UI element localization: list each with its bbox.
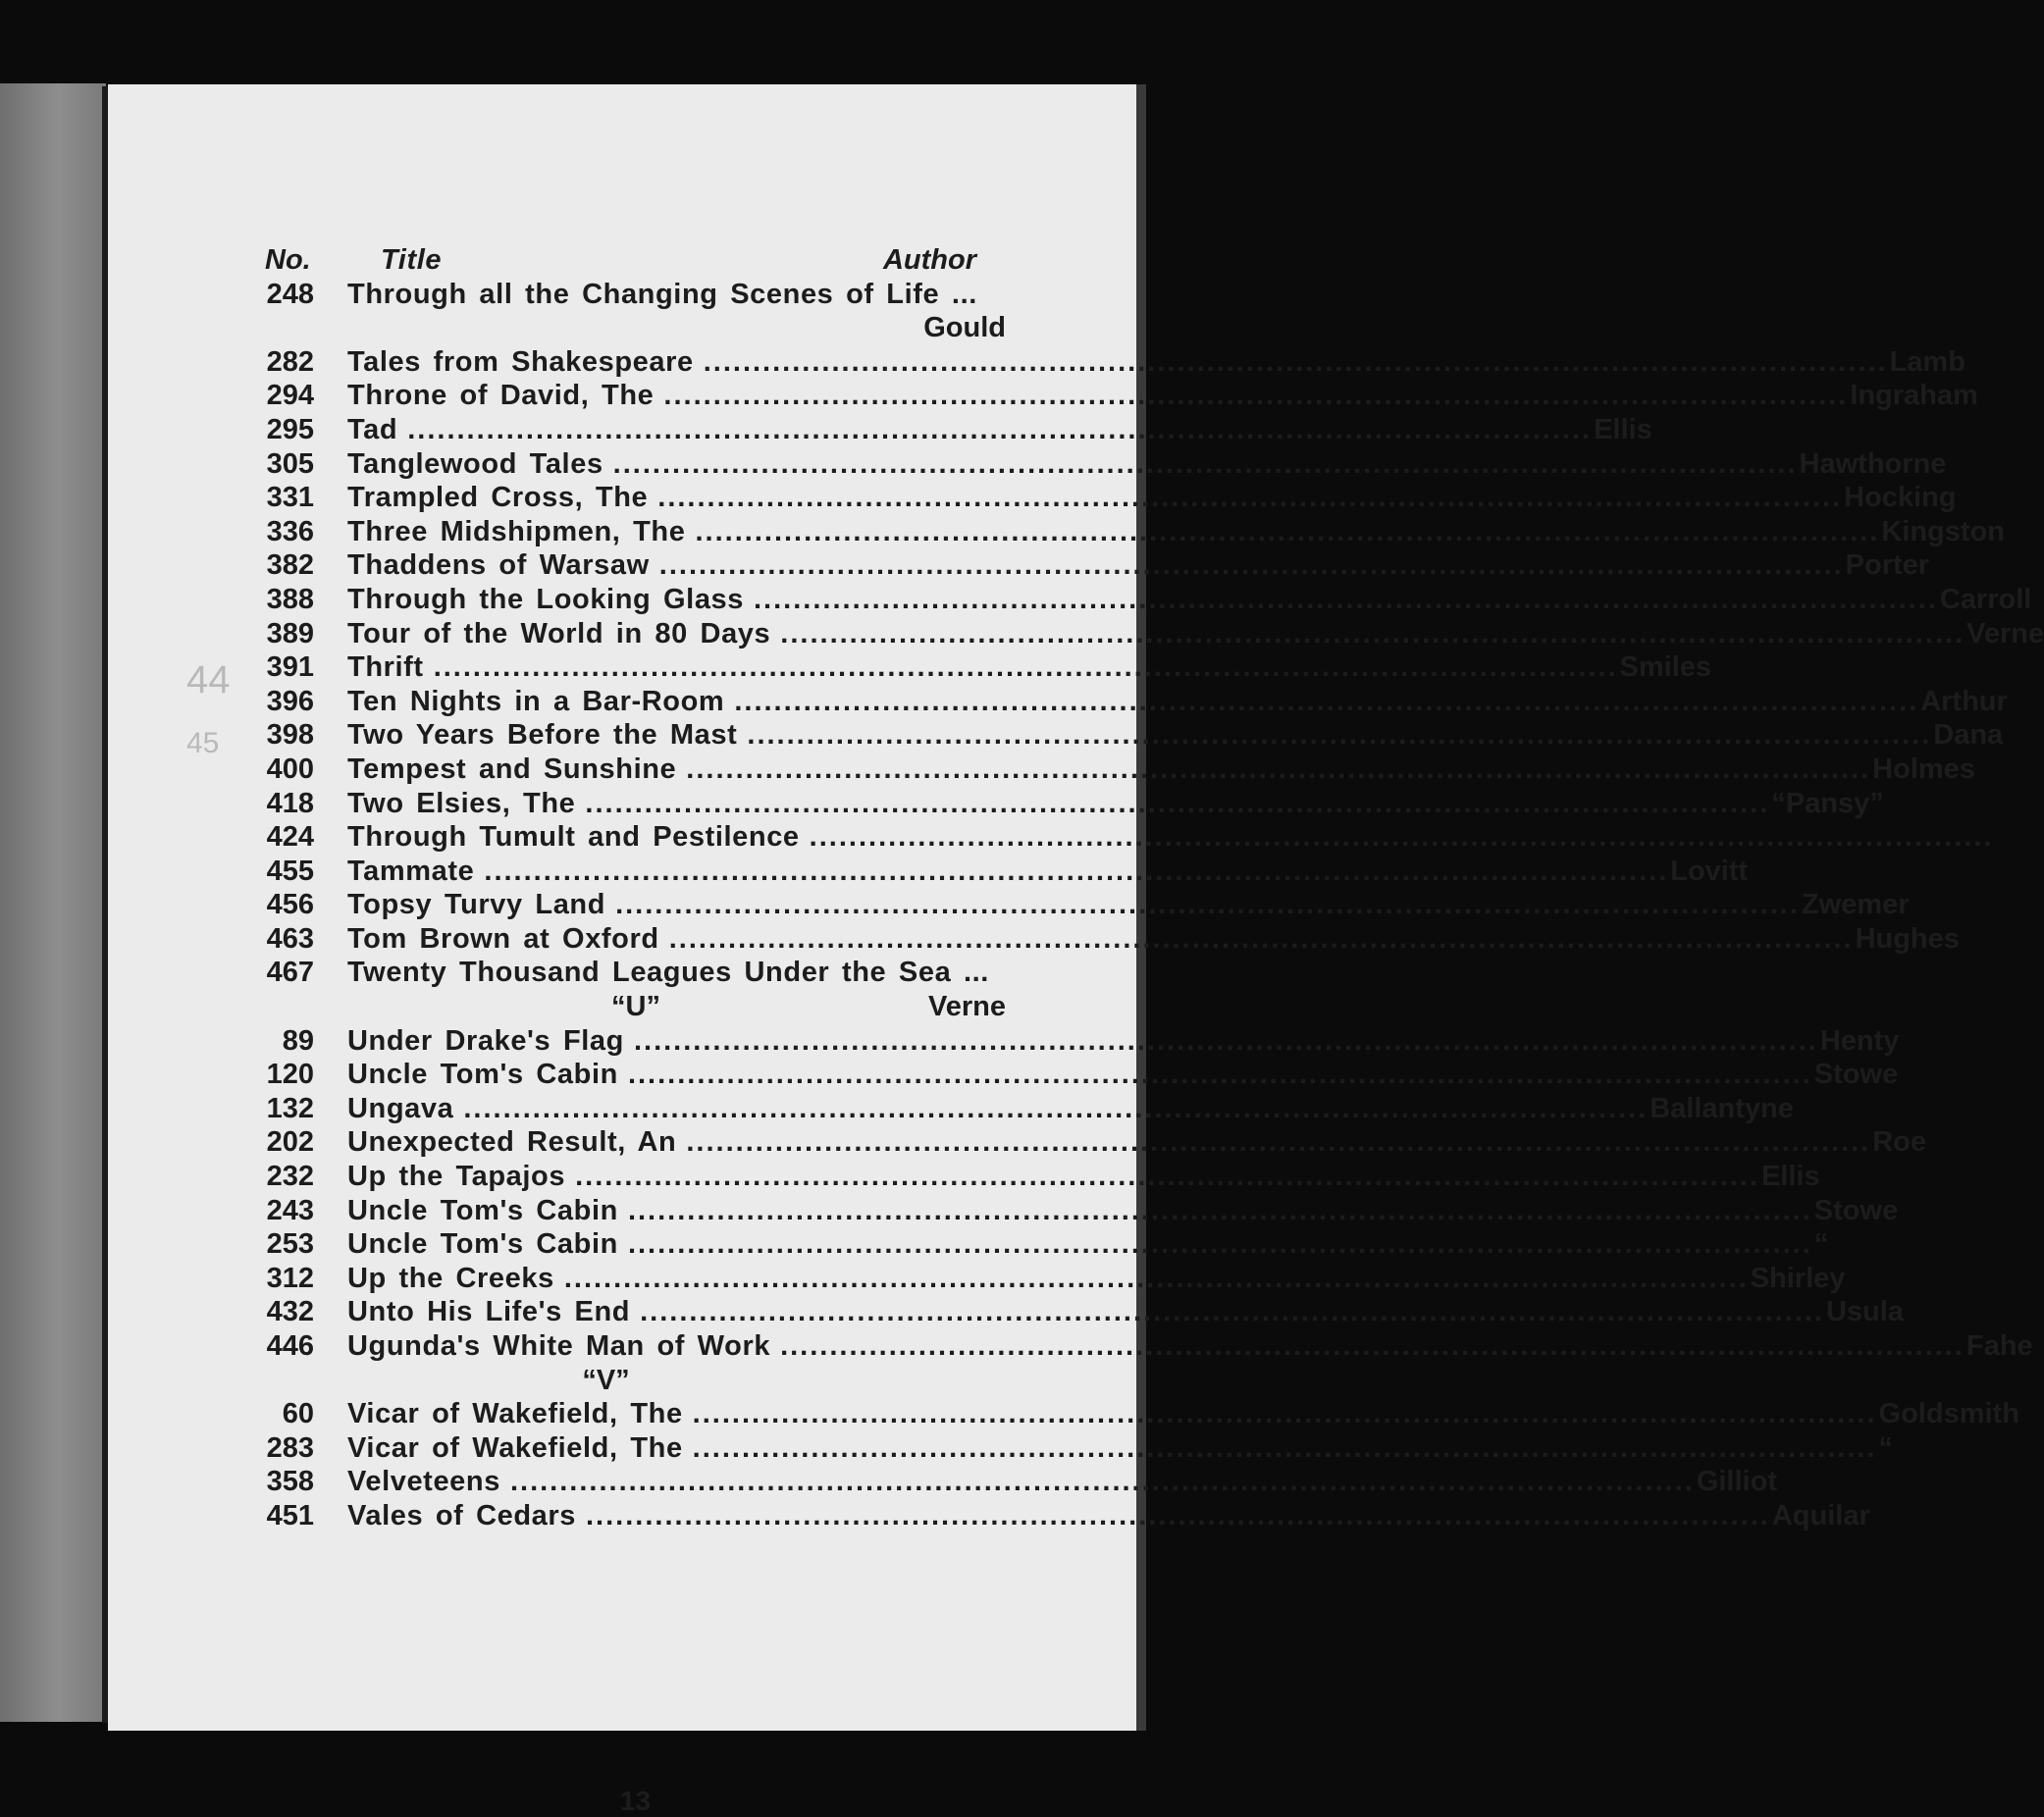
entry-author: Holmes <box>1872 753 1975 785</box>
leader-dots: ........................................................................................................................ <box>695 515 1880 547</box>
leader-dots: ........................................................................................................................ <box>627 1228 1812 1261</box>
section-heading-u: “U” <box>611 991 660 1023</box>
entry-number: 467 <box>266 957 314 989</box>
entry-title: Tales from Shakespeare <box>347 345 694 378</box>
list-item <box>265 278 1006 312</box>
leader-dots: ........................................................................................................................ <box>663 380 1849 412</box>
entry-number: 132 <box>266 1092 314 1124</box>
list-item <box>265 888 1910 922</box>
carry-over-author: Verne <box>928 991 1006 1023</box>
list-item <box>265 1024 1900 1059</box>
column-header-row <box>265 243 1006 278</box>
list-item <box>265 1160 1820 1194</box>
entry-author: Kingston <box>1881 515 2005 547</box>
list-item <box>265 718 2004 753</box>
scan-background <box>0 1731 1202 1780</box>
list-item <box>265 1329 2033 1364</box>
entry-number: 451 <box>266 1499 314 1531</box>
list-item <box>265 413 1652 447</box>
page-number: 13 <box>619 1786 652 1816</box>
list-item <box>265 447 1947 482</box>
entry-author: Gould <box>923 312 1006 344</box>
entry-author: Hocking <box>1844 482 1957 514</box>
entry-author: Roe <box>1872 1126 1927 1159</box>
entry-title: Trampled Cross, The <box>347 482 649 514</box>
list-item <box>265 1227 1829 1262</box>
entry-author: Dana <box>1933 719 2004 752</box>
leader-dots: ........................................................................................................................ <box>703 345 1888 378</box>
entry-title: Twenty Thousand Leagues Under the Sea ... <box>347 957 989 989</box>
entry-author: Ballantyne <box>1650 1092 1794 1124</box>
entry-title: Two Years Before the Mast <box>347 719 738 752</box>
entry-number: 424 <box>266 821 314 854</box>
list-item <box>265 1194 1899 1228</box>
entry-author: Henty <box>1819 1024 1900 1057</box>
list-item <box>265 481 1957 515</box>
entry-title: Vicar of Wakefield, The <box>347 1398 683 1430</box>
entry-number: 295 <box>266 413 314 445</box>
leader-dots: ........................................................................................................................ <box>809 821 1994 854</box>
entry-title: Uncle Tom's Cabin <box>347 1228 618 1261</box>
entry-author: Zwemer <box>1801 889 1910 921</box>
entry-author: Stowe <box>1813 1194 1899 1226</box>
list-item <box>265 583 2032 617</box>
list-item <box>265 345 1965 380</box>
entry-title: Tempest and Sunshine <box>347 753 677 785</box>
entry-title: Through Tumult and Pestilence <box>347 821 800 854</box>
handwritten-note-45: 45 <box>186 727 220 759</box>
list-item <box>265 311 1006 345</box>
entry-number: 253 <box>266 1228 314 1261</box>
entry-title: Two Elsies, The <box>347 787 576 819</box>
entry-title: Up the Creeks <box>347 1262 554 1294</box>
entry-author: Hawthorne <box>1799 447 1947 480</box>
leader-dots: ........................................................................................................................ <box>747 719 1932 752</box>
entry-title: Uncle Tom's Cabin <box>347 1059 618 1091</box>
entry-author: Ellis <box>1760 1161 1820 1193</box>
entry-number: 388 <box>266 583 314 615</box>
entry-number: 391 <box>266 651 314 684</box>
entry-author: Shirley <box>1750 1262 1846 1294</box>
list-item <box>265 1092 1794 1126</box>
leader-dots: ........................................................................................................................ <box>734 685 1919 717</box>
entry-title: Tom Brown at Oxford <box>347 922 659 955</box>
list-item <box>265 1058 1899 1092</box>
entry-author: Usula <box>1825 1296 1904 1328</box>
entry-number: 89 <box>282 1024 314 1057</box>
entry-number: 202 <box>266 1126 314 1159</box>
entry-number: 398 <box>266 719 314 752</box>
leader-dots: ........................................................................................................................ <box>615 889 1800 921</box>
entry-author: Goldsmith <box>1878 1398 2019 1430</box>
list-item <box>265 1125 1927 1160</box>
entry-number: 282 <box>266 345 314 378</box>
entry-author: Ingraham <box>1850 380 1978 412</box>
entry-title: Tour of the World in 80 Days <box>347 617 771 649</box>
entry-title: Three Midshipmen, The <box>347 515 686 547</box>
entry-title: Velveteens <box>347 1466 500 1498</box>
leader-dots: ........................................................................................................................ <box>575 1161 1759 1193</box>
column-header-author: Author <box>882 244 976 276</box>
list-item <box>265 548 1930 583</box>
section-heading-u-row <box>265 990 1006 1024</box>
leader-dots: ........................................................................................................................ <box>633 1024 1818 1057</box>
leader-dots: ........................................................................................................................ <box>484 855 1669 887</box>
list-item <box>265 956 1006 990</box>
leader-dots: ........................................................................................................................ <box>640 1296 1824 1328</box>
v-entries <box>265 1397 2019 1532</box>
entry-number: 305 <box>266 447 314 480</box>
entry-author: Porter <box>1845 549 1930 582</box>
list-item <box>265 617 2044 651</box>
leader-dots: ........................................................................................................................ <box>627 1059 1812 1091</box>
entry-number: 331 <box>266 482 314 514</box>
entry-author: “ <box>1813 1228 1829 1261</box>
list-item <box>265 787 1884 821</box>
entry-author: Hughes <box>1855 922 1960 955</box>
entry-title: Thaddens of Warsaw <box>347 549 650 582</box>
entry-author: Lamb <box>1889 345 1965 378</box>
entry-number: 283 <box>266 1431 314 1464</box>
entry-number: 248 <box>266 278 314 310</box>
entry-author: Fahe <box>1965 1330 2033 1362</box>
entry-number: 232 <box>266 1161 314 1193</box>
entry-number: 120 <box>266 1059 314 1091</box>
entry-title: Topsy Turvy Land <box>347 889 606 921</box>
list-item <box>265 1465 1777 1499</box>
entry-title: Ungava <box>347 1092 454 1124</box>
leader-dots: ........................................................................................................................ <box>668 922 1854 955</box>
entry-author: Carroll <box>1939 583 2032 615</box>
entry-author: Smiles <box>1619 651 1712 684</box>
leader-dots: ........................................................................................................................ <box>686 1126 1871 1159</box>
section-heading-v-row <box>265 1364 1006 1398</box>
list-item <box>265 1431 1894 1466</box>
entry-title: Thrift <box>347 651 424 684</box>
leader-dots: ........................................................................................................................ <box>586 1499 1770 1531</box>
entry-number: 455 <box>266 855 314 887</box>
entry-author: Lovitt <box>1670 855 1749 887</box>
list-item <box>265 685 2008 719</box>
entry-author: Gilliot <box>1696 1466 1777 1498</box>
entry-number: 60 <box>282 1398 314 1430</box>
entry-author: Arthur <box>1920 685 2008 717</box>
leader-dots: ........................................................................................................................ <box>780 617 1965 649</box>
entry-number: 358 <box>266 1466 314 1498</box>
list-item <box>265 1499 1870 1533</box>
entry-title: Tad <box>347 413 398 445</box>
leader-dots: ........................................................................................................................ <box>754 583 1938 615</box>
handwritten-note-44: 44 <box>186 658 231 701</box>
entry-author: “Pansy” <box>1771 787 1884 819</box>
entry-title: Tammate <box>347 855 475 887</box>
leader-dots: ........................................................................................................................ <box>686 753 1871 785</box>
entry-number: 312 <box>266 1262 314 1294</box>
list-item <box>265 379 1978 413</box>
column-header-title: Title <box>381 244 443 276</box>
entry-title: Vicar of Wakefield, The <box>347 1431 683 1464</box>
u-entries <box>265 1024 2033 1364</box>
entry-number: 382 <box>266 549 314 582</box>
leader-dots: ........................................................................................................................ <box>658 549 1844 582</box>
entry-number: 418 <box>266 787 314 819</box>
entry-number: 400 <box>266 753 314 785</box>
list-item <box>265 650 1712 685</box>
entry-number: 294 <box>266 380 314 412</box>
list-item <box>265 1397 2019 1431</box>
entry-title: Throne of David, The <box>347 380 655 412</box>
leader-dots: ........................................................................................................................ <box>780 1330 1965 1362</box>
list-item <box>265 922 1960 957</box>
leader-dots: ........................................................................................................................ <box>657 482 1843 514</box>
entry-number: 243 <box>266 1194 314 1226</box>
list-item <box>265 515 2005 549</box>
leader-dots: ........................................................................................................................ <box>612 447 1798 480</box>
entry-title: Unexpected Result, An <box>347 1126 677 1159</box>
leader-dots: ........................................................................................................................ <box>463 1092 1649 1124</box>
list-item <box>265 820 1994 855</box>
entry-title: Ugunda's White Man of Work <box>347 1330 771 1362</box>
leader-dots: ........................................................................................................................ <box>563 1262 1749 1294</box>
left-page-edge <box>0 83 106 1722</box>
title-list <box>265 243 2044 1816</box>
list-item <box>265 1295 1904 1329</box>
section-heading-v: “V” <box>582 1364 630 1396</box>
entry-number: 389 <box>266 617 314 649</box>
entry-number: 456 <box>266 889 314 921</box>
leader-dots: ........................................................................................................................ <box>407 413 1593 445</box>
entry-title: Tanglewood Tales <box>347 447 603 480</box>
entry-title: Uncle Tom's Cabin <box>347 1194 618 1226</box>
entry-title: Under Drake's Flag <box>347 1024 624 1057</box>
leader-dots: ........................................................................................................................ <box>585 787 1770 819</box>
column-header-no: No. <box>265 244 311 276</box>
entry-number: 336 <box>266 515 314 547</box>
entry-title: Vales of Cedars <box>347 1499 576 1531</box>
leader-dots: ........................................................................................................................ <box>433 651 1618 684</box>
entry-number: 432 <box>266 1296 314 1328</box>
t-entries <box>265 278 2044 990</box>
list-item <box>265 855 1749 889</box>
leader-dots: ........................................................................................................................ <box>509 1466 1695 1498</box>
entry-author: Aquilar <box>1771 1499 1870 1531</box>
entry-author: “ <box>1878 1431 1894 1464</box>
leader-dots: ........................................................................................................................ <box>627 1194 1812 1226</box>
entry-title: Unto His Life's End <box>347 1296 631 1328</box>
entry-title: Through all the Changing Scenes of Life ... <box>347 278 977 310</box>
entry-author: Verne <box>1966 617 2044 649</box>
entry-number: 396 <box>266 685 314 717</box>
list-item <box>265 753 1975 787</box>
entry-author: Stowe <box>1813 1059 1899 1091</box>
list-item <box>265 1262 1846 1296</box>
entry-title: Through the Looking Glass <box>347 583 744 615</box>
leader-dots: ........................................................................................................................ <box>692 1398 1877 1430</box>
entry-title: Ten Nights in a Bar-Room <box>347 685 725 717</box>
leader-dots: ........................................................................................................................ <box>692 1431 1877 1464</box>
entry-number: 446 <box>266 1330 314 1362</box>
entry-title: Up the Tapajos <box>347 1161 566 1193</box>
entry-number: 463 <box>266 922 314 955</box>
entry-author: Ellis <box>1594 413 1652 445</box>
